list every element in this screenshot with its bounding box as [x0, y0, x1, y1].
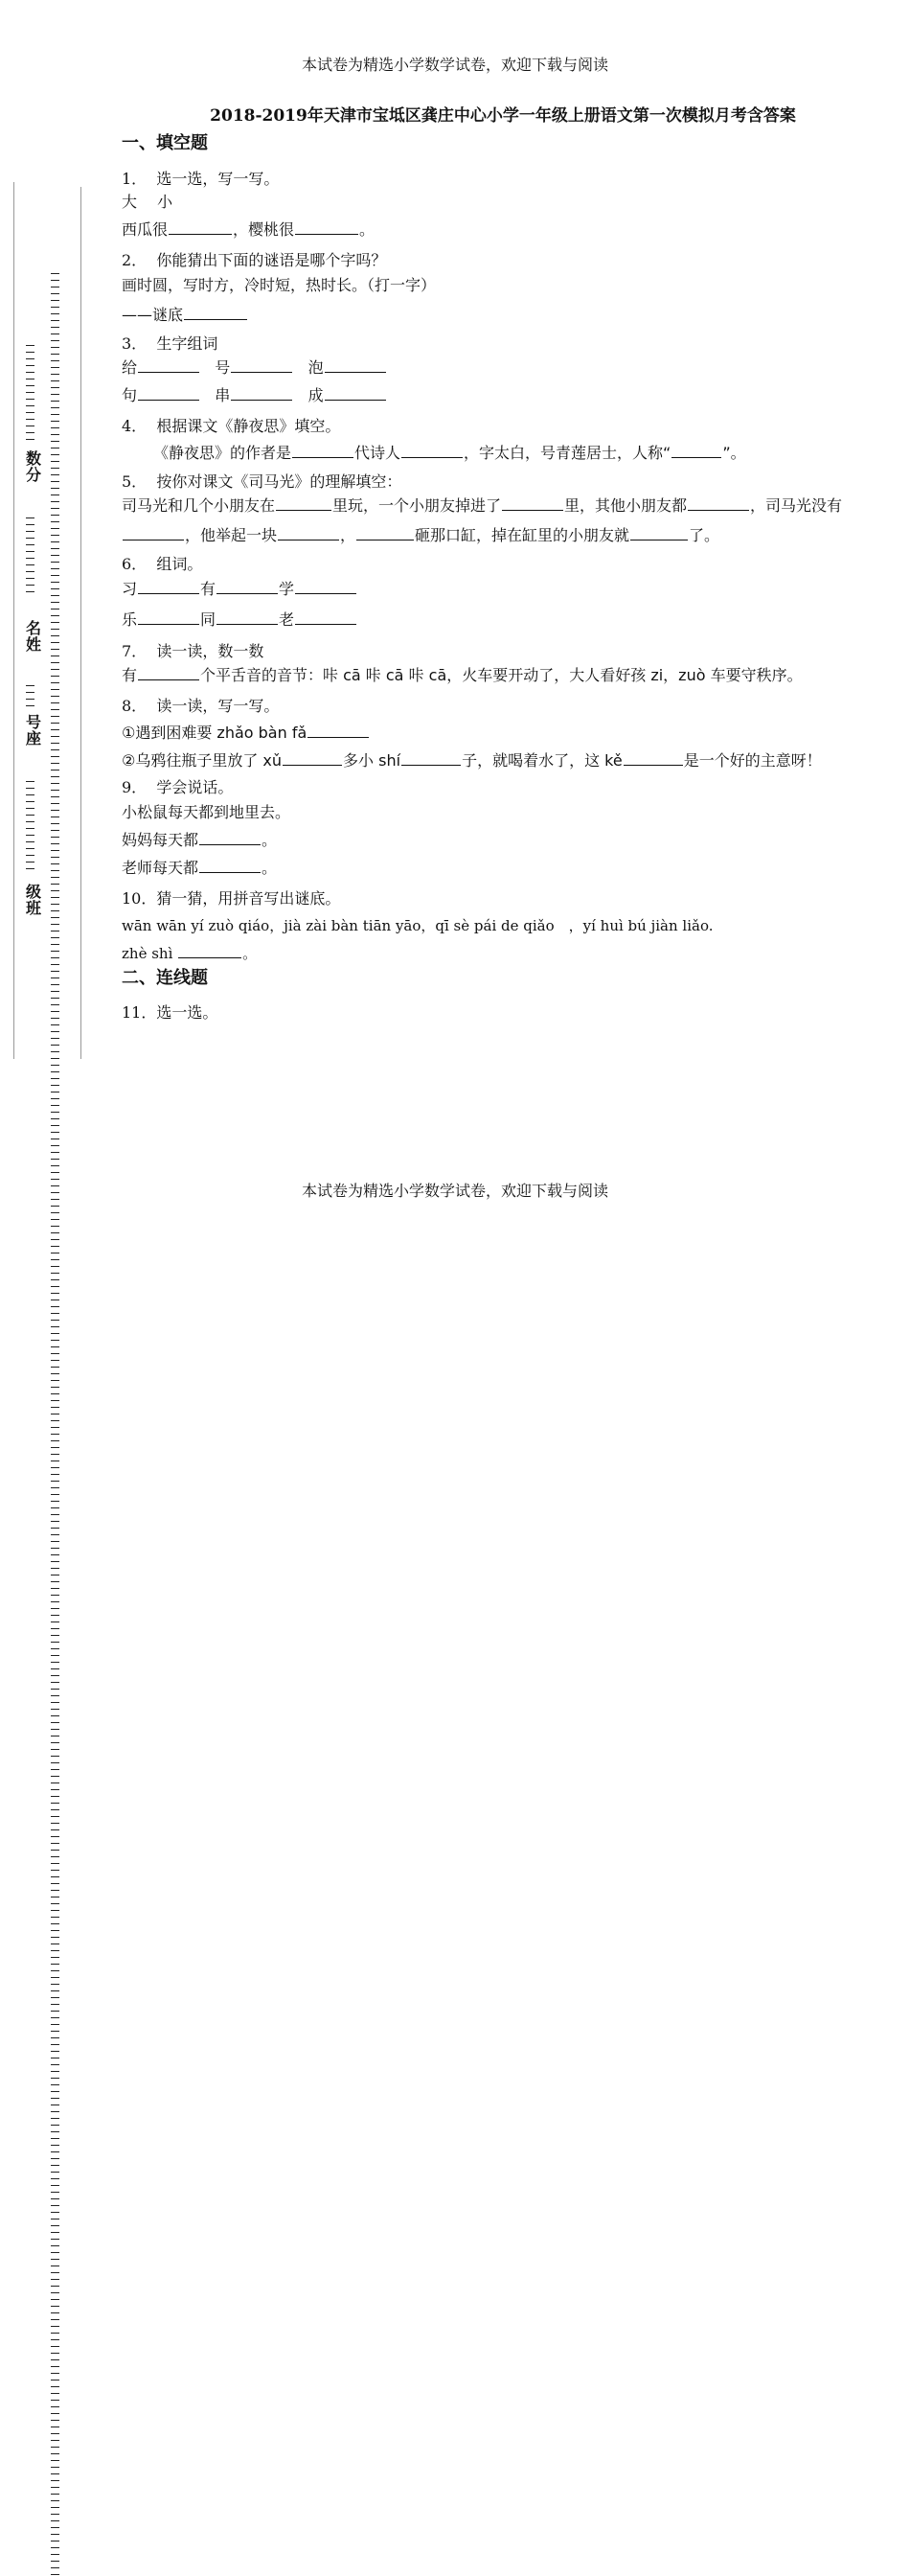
- question-8-prompt: 8． 读一读，写一写。: [122, 697, 280, 715]
- answer-blank[interactable]: [325, 399, 386, 401]
- exam-title: 2018-2019年天津市宝坻区龚庄中心小学一年级上册语文第一次模拟月考含答案: [210, 106, 796, 126]
- answer-blank[interactable]: [138, 623, 199, 625]
- answer-blank[interactable]: [295, 623, 356, 625]
- question-5-line-2: ，他举起一块 ， 砸那口缸，掉在缸里的小朋友就 了。: [122, 523, 719, 545]
- answer-blank[interactable]: [356, 539, 414, 540]
- page-footer: 本试卷为精选小学数学试卷，欢迎下载与阅读: [301, 1182, 608, 1200]
- page-header: 本试卷为精选小学数学试卷，欢迎下载与阅读: [301, 56, 608, 74]
- answer-blank[interactable]: [276, 509, 331, 511]
- question-11-prompt: 11．选一选。: [122, 1003, 218, 1022]
- question-1-line: 西瓜很 ，樱桃很 。: [122, 220, 375, 239]
- binding-label-seat: 号座: [25, 713, 41, 748]
- binding-line-outer: [13, 182, 14, 1059]
- question-1-prompt: 1． 选一选，写一写。: [122, 170, 280, 188]
- answer-blank[interactable]: [216, 592, 278, 594]
- question-6-prompt: 6． 组词。: [122, 555, 203, 573]
- question-2-answer: ——谜底: [122, 303, 248, 325]
- question-6-row-1: 习 有 学: [122, 577, 357, 599]
- answer-blank[interactable]: [138, 371, 199, 373]
- answer-blank[interactable]: [401, 764, 461, 766]
- question-10-prompt: 10．猜一猜，用拼音写出谜底。: [122, 889, 341, 908]
- answer-blank[interactable]: [199, 843, 261, 845]
- answer-blank[interactable]: [138, 678, 199, 680]
- answer-blank[interactable]: [630, 539, 688, 540]
- answer-blank[interactable]: [169, 233, 232, 235]
- question-5-line-1: 司马光和几个小朋友在 里玩，一个小朋友掉进了 里，其他小朋友都 ，司马光没有: [122, 496, 843, 515]
- question-9-line-1: 妈妈每天都 。: [122, 831, 278, 849]
- answer-blank[interactable]: [283, 764, 342, 766]
- question-3-prompt: 3． 生字组词: [122, 334, 218, 353]
- answer-blank[interactable]: [671, 456, 721, 458]
- question-10-answer: zhè shì 。: [122, 945, 258, 962]
- answer-blank[interactable]: [688, 509, 749, 511]
- section-heading-matching: 二、连线题: [122, 968, 208, 988]
- question-9-prompt: 9． 学会说话。: [122, 778, 234, 796]
- answer-blank[interactable]: [123, 539, 184, 540]
- question-3-row-2: 句 串 成: [122, 383, 387, 405]
- answer-blank[interactable]: [199, 871, 261, 873]
- question-7-prompt: 7． 读一读，数一数: [122, 642, 264, 660]
- question-4-prompt: 4． 根据课文《静夜思》填空。: [122, 417, 341, 435]
- question-4-line: 《静夜思》的作者是 代诗人 ，字太白，号青莲居士，人称“ ”。: [153, 444, 746, 462]
- binding-dashes-right: [51, 273, 60, 2576]
- question-9-example: 小松鼠每天都到地里去。: [122, 803, 291, 821]
- binding-label-class: 级班: [25, 883, 41, 917]
- question-2-prompt: 2． 你能猜出下面的谜语是哪个字吗？: [122, 251, 387, 269]
- binding-label-score: 数分: [25, 449, 41, 484]
- answer-blank[interactable]: [138, 399, 199, 401]
- question-3-row-1: 给 号 泡: [122, 356, 387, 378]
- question-7-line: 有 个平舌音的音节：咔 cā 咔 cā 咔 cā，火车要开动了，大人看好孩 zi，zuò 车要守秩序。: [122, 666, 803, 684]
- answer-blank[interactable]: [295, 592, 356, 594]
- binding-label-name: 名姓: [25, 619, 41, 654]
- question-6-row-2: 乐 同 老: [122, 608, 357, 630]
- question-10-riddle: wān wān yí zuò qiáo，jià zài bàn tiān yāo，qī sè pái de qiǎo ，yí huì bú jiàn liǎo.: [122, 917, 714, 934]
- question-5-prompt: 5． 按你对课文《司马光》的理解填空：: [122, 472, 402, 491]
- binding-dashes-left-2: [26, 518, 35, 598]
- binding-dashes-left-1: [26, 345, 35, 446]
- answer-blank[interactable]: [624, 764, 683, 766]
- answer-blank[interactable]: [231, 371, 292, 373]
- answer-blank[interactable]: [231, 399, 292, 401]
- question-8-line-2: ②乌鸦往瓶子里放了 xǔ 多小 shí 子，就喝着水了，这 kě 是一个好的主意呀！: [122, 751, 822, 770]
- answer-blank[interactable]: [401, 456, 463, 458]
- answer-blank[interactable]: [178, 956, 241, 958]
- question-9-line-2: 老师每天都 。: [122, 859, 278, 877]
- question-2-riddle: 画时圆，写时方，冷时短，热时长。（打一字）: [122, 276, 437, 294]
- answer-blank[interactable]: [278, 539, 339, 540]
- section-heading-fill-blank: 一、填空题: [122, 133, 208, 153]
- answer-blank[interactable]: [138, 592, 199, 594]
- answer-blank[interactable]: [295, 233, 358, 235]
- question-8-line-1: ①遇到困难要 zhǎo bàn fǎ: [122, 721, 370, 743]
- binding-dashes-left-4: [26, 781, 35, 875]
- answer-blank[interactable]: [325, 371, 386, 373]
- answer-blank[interactable]: [184, 318, 247, 320]
- answer-blank[interactable]: [216, 623, 278, 625]
- answer-blank[interactable]: [307, 736, 369, 738]
- answer-blank[interactable]: [292, 456, 353, 458]
- answer-blank[interactable]: [502, 509, 563, 511]
- binding-dashes-left-3: [26, 685, 35, 712]
- binding-line-inner: [80, 187, 81, 1059]
- question-1-options: 大 小: [122, 193, 173, 211]
